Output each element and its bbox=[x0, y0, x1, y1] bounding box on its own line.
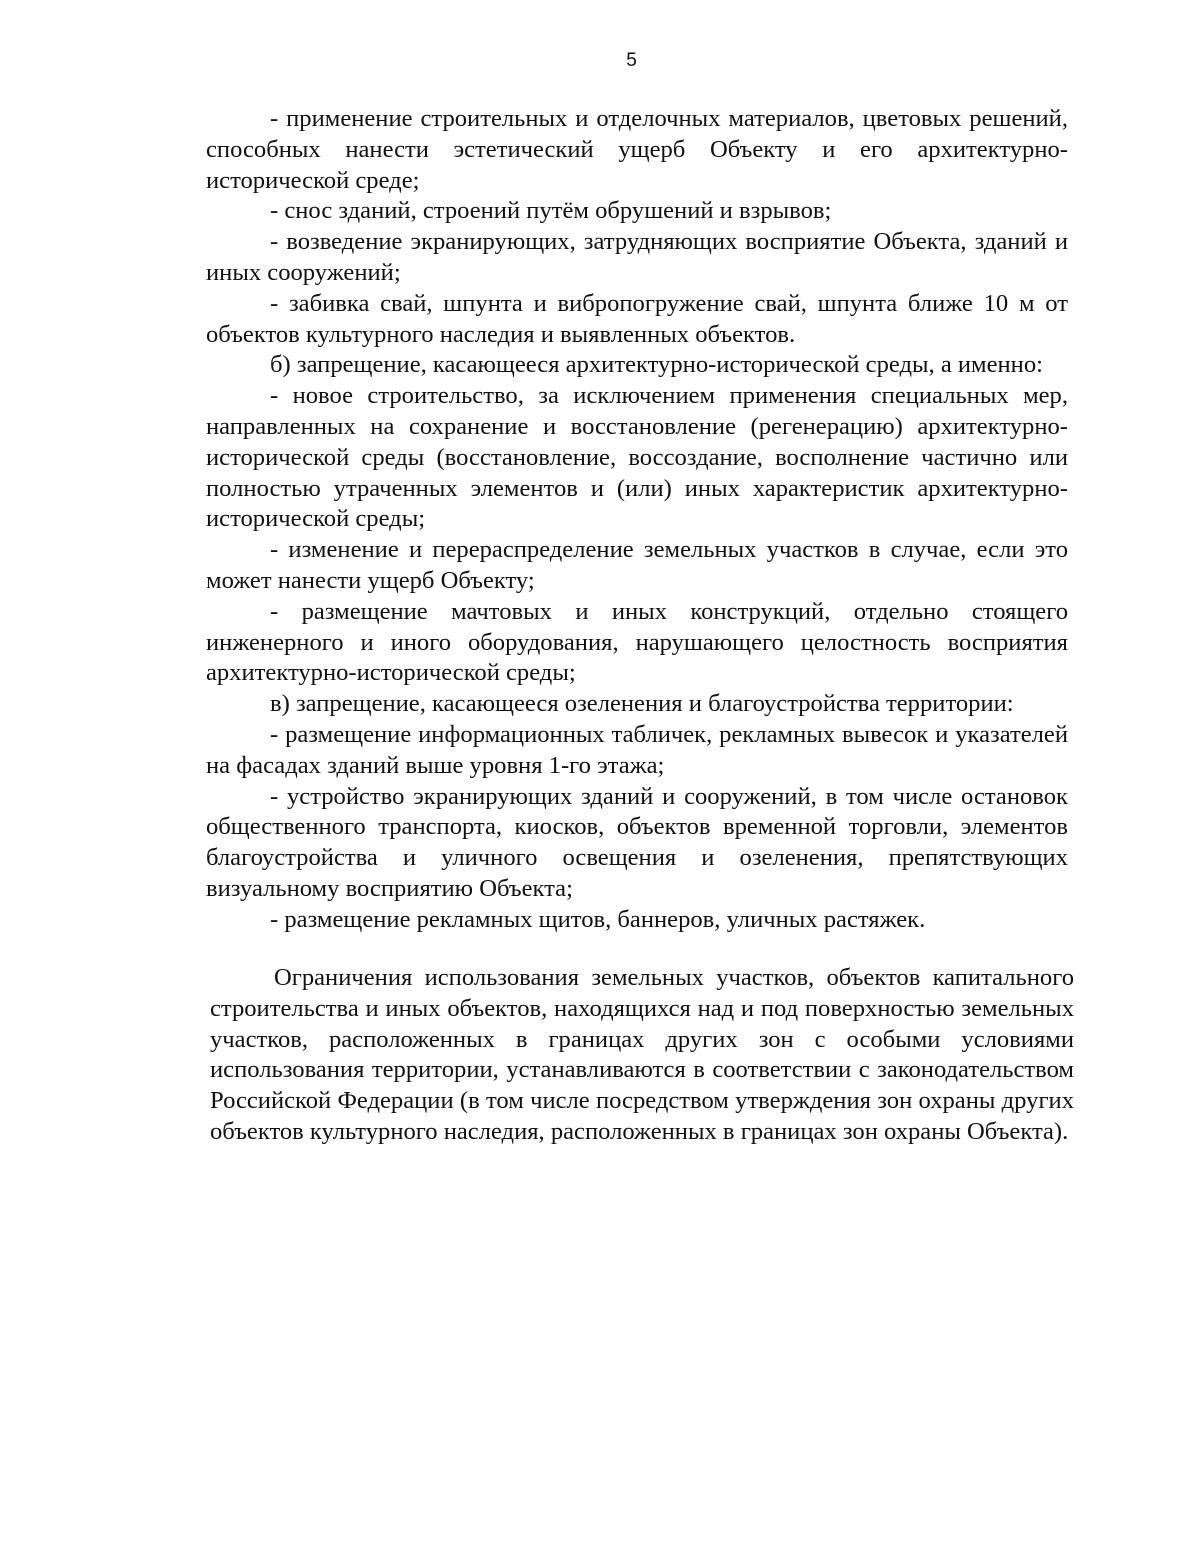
paragraph: - устройство экранирующих зданий и сооружений, в том числе остановок общественного транспорта, киосков, объектов временной торговли, элементов благоустройства и уличного освещения и озеленения, препятствующих визуальному восприятию Объекта; bbox=[206, 782, 1068, 902]
paragraph: - размещение информационных табличек, рекламных вывесок и указателей на фасадах зданий выше уровня 1-го этажа; bbox=[206, 720, 1068, 779]
closing-paragraph: Ограничения использования земельных участков, объектов капитального строительства и иных объектов, находящихся над и под поверхностью земельных участков, расположенных в границах других зон с особыми условиями использования территории, устанавливаются в соответствии с законодательством Российской Федерации (в том числе посредством утверждения зон охраны других объектов культурного наследия, расположенных в границах зон охраны Объекта). bbox=[210, 964, 1074, 1145]
paragraph: - новое строительство, за исключением применения специальных мер, направленных на сохранение и восстановление (регенерацию) архитектурно-исторической среды (восстановление, воссоздание, восполнение частично или полностью утраченных элементов и (или) иных характеристик архитектурно-исторической среды; bbox=[206, 382, 1068, 533]
paragraph: - забивка свай, шпунта и вибропогружение свай, шпунта ближе 10 м от объектов культурного наследия и выявленных объектов. bbox=[206, 289, 1068, 348]
closing-section bbox=[210, 963, 1074, 1148]
paragraph: - изменение и перераспределение земельных участков в случае, если это может нанести ущерб Объекту; bbox=[206, 536, 1068, 594]
paragraph: - снос зданий, строений путём обрушений и взрывов; bbox=[270, 197, 832, 225]
restrictions-list bbox=[206, 104, 1068, 936]
paragraph: в) запрещение, касающееся озеленения и благоустройства территории: bbox=[270, 690, 1014, 718]
paragraph: - размещение рекламных щитов, баннеров, уличных растяжек. bbox=[270, 905, 926, 933]
paragraph: б) запрещение, касающееся архитектурно-исторической среды, а именно: bbox=[270, 351, 1043, 379]
paragraph: - применение строительных и отделочных материалов, цветовых решений, способных нанести эстетический ущерб Объекту и его архитектурно-исторической среде; bbox=[206, 105, 1068, 194]
page-number: 5 bbox=[626, 50, 637, 71]
paragraph: - размещение мачтовых и иных конструкций, отдельно стоящего инженерного и иного оборудования, нарушающего целостность восприятия архитектурно-исторической среды; bbox=[206, 597, 1068, 687]
paragraph: - возведение экранирующих, затрудняющих восприятие Объекта, зданий и иных сооружений; bbox=[206, 228, 1068, 286]
